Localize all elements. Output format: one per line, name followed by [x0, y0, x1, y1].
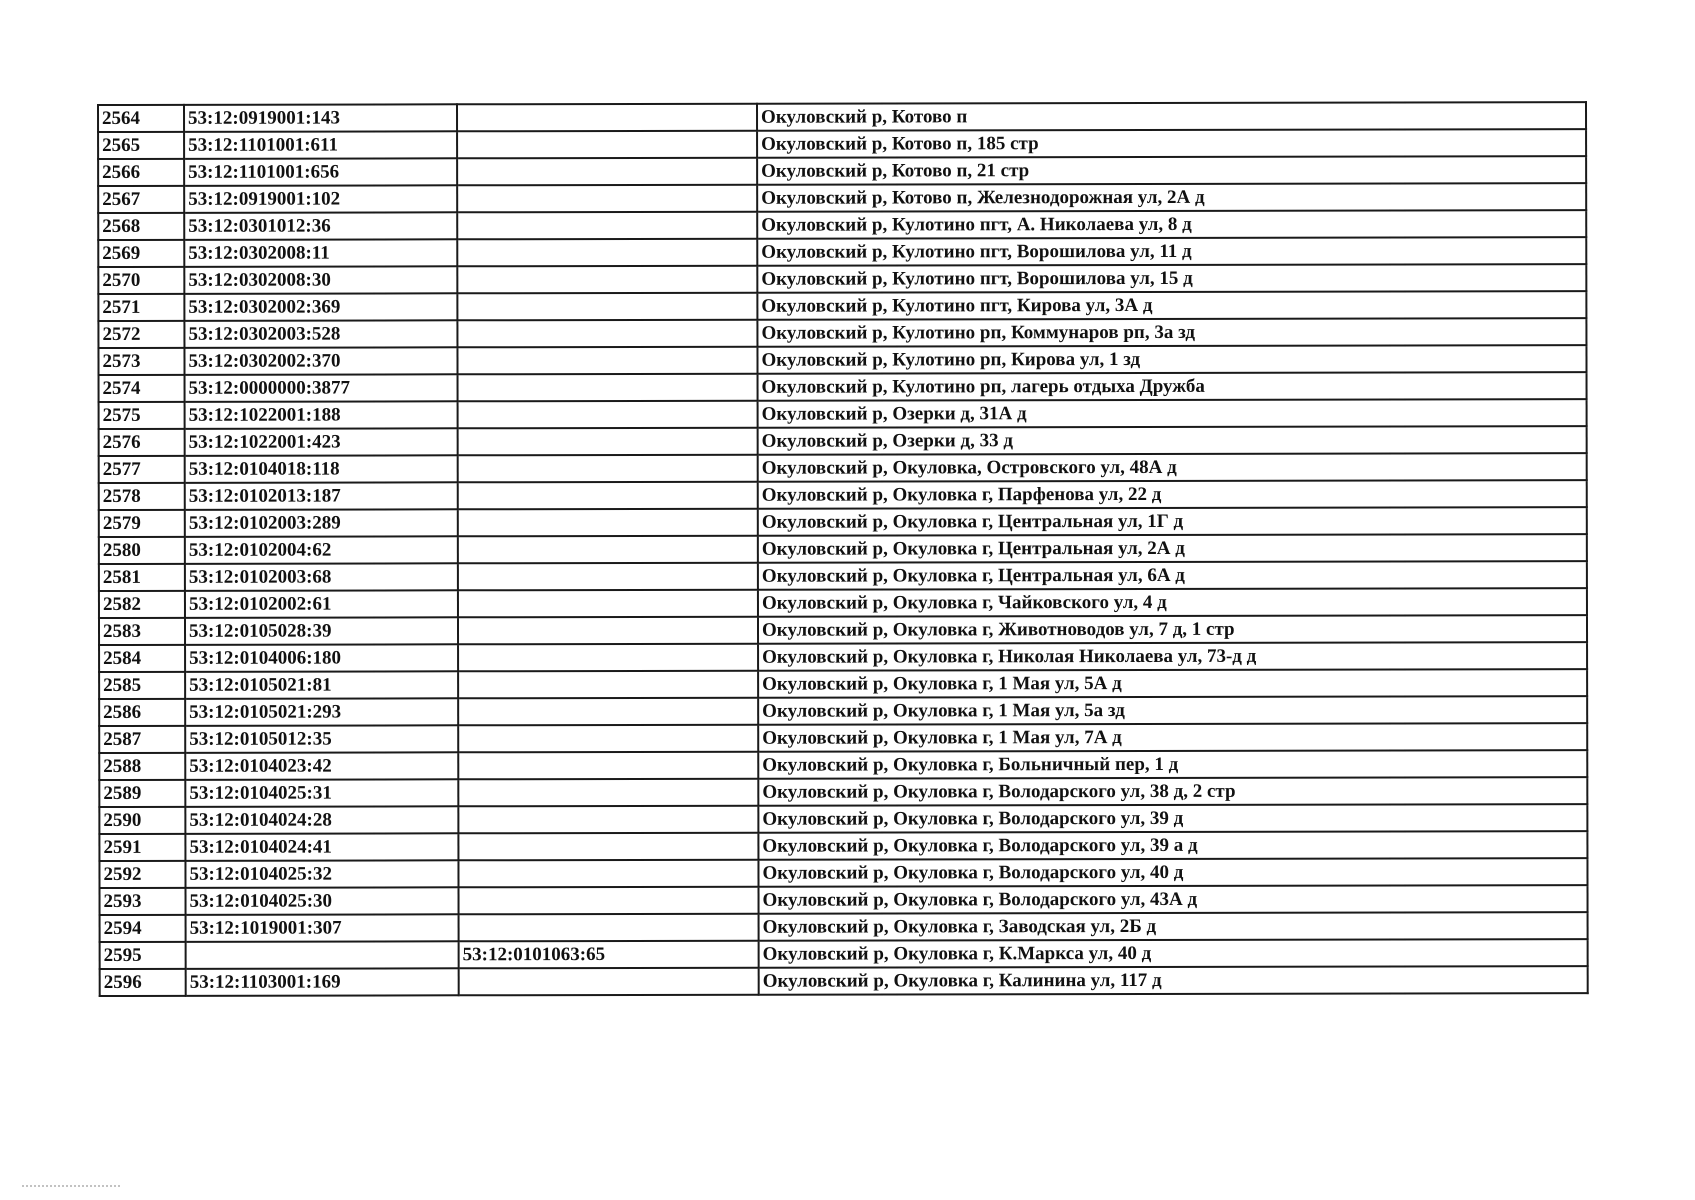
address-cell: Окуловский р, Озерки д, 33 д [758, 426, 1587, 455]
row-number-cell: 2584 [99, 645, 185, 672]
table-row [99, 507, 1587, 537]
cadastral-number-cell: 53:12:0102002:61 [185, 590, 458, 618]
address-cell: Окуловский р, Окуловка г, Николая Николаева ул, 73-д д [758, 642, 1587, 671]
row-number-cell: 2567 [98, 186, 184, 213]
table-row [99, 669, 1587, 699]
secondary-cadastral-number-cell [457, 347, 757, 375]
cadastral-number-cell: 53:12:0102004:62 [185, 536, 458, 564]
secondary-cadastral-number-cell [457, 212, 757, 240]
secondary-cadastral-number-cell [458, 536, 758, 564]
secondary-cadastral-number-cell [457, 320, 757, 348]
table-row [99, 858, 1587, 888]
address-cell: Окуловский р, Окуловка г, Чайковского ул, 4 д [758, 588, 1587, 617]
secondary-cadastral-number-cell [458, 374, 758, 402]
secondary-cadastral-number-cell: 53:12:0101063:65 [459, 941, 759, 969]
address-cell: Окуловский р, Окуловка г, Володарского ул, 43А д [759, 885, 1588, 914]
address-cell: Окуловский р, Окуловка г, Больничный пер, 1 д [758, 750, 1587, 779]
cadastral-number-cell: 53:12:0302008:30 [184, 266, 457, 294]
cadastral-number-cell: 53:12:0302002:369 [184, 293, 457, 321]
table-row [99, 561, 1587, 591]
secondary-cadastral-number-cell [459, 914, 759, 942]
row-number-cell: 2591 [99, 834, 185, 861]
row-number-cell: 2596 [100, 969, 186, 996]
row-number-cell: 2583 [99, 618, 185, 645]
row-number-cell: 2573 [98, 348, 184, 375]
table-row [99, 534, 1587, 564]
address-cell: Окуловский р, Кулотино рп, Коммунаров рп, 3а зд [757, 318, 1586, 347]
table-row [100, 885, 1588, 915]
cadastral-number-cell: 53:12:0105021:293 [185, 698, 458, 726]
row-number-cell: 2570 [98, 267, 184, 294]
row-number-cell: 2568 [98, 213, 184, 240]
cadastral-number-cell: 53:12:0102003:68 [185, 563, 458, 591]
secondary-cadastral-number-cell [458, 860, 758, 888]
secondary-cadastral-number-cell [458, 482, 758, 510]
address-cell: Окуловский р, Окуловка г, Животноводов ул, 7 д, 1 стр [758, 615, 1587, 644]
row-number-cell: 2575 [99, 402, 185, 429]
table-row [98, 156, 1586, 186]
secondary-cadastral-number-cell [459, 968, 759, 996]
address-cell: Окуловский р, Окуловка г, Володарского ул, 40 д [758, 858, 1587, 887]
table-row [98, 291, 1586, 321]
cadastral-number-cell: 53:12:1101001:656 [184, 158, 457, 186]
secondary-cadastral-number-cell [457, 104, 757, 132]
secondary-cadastral-number-cell [458, 563, 758, 591]
secondary-cadastral-number-cell [457, 131, 757, 159]
address-cell: Окуловский р, Кулотино пгт, Ворошилова ул, 15 д [757, 264, 1586, 293]
address-cell: Окуловский р, Кулотино рп, лагерь отдыха Дружба [758, 372, 1587, 401]
secondary-cadastral-number-cell [458, 455, 758, 483]
address-cell: Окуловский р, Окуловка г, Парфенова ул, 22 д [758, 480, 1587, 509]
cadastral-number-cell: 53:12:0919001:143 [184, 104, 457, 132]
address-cell: Окуловский р, Кулотино пгт, А. Николаева ул, 8 д [757, 210, 1586, 239]
cadastral-number-cell: 53:12:1022001:188 [185, 401, 458, 429]
cadastral-number-cell: 53:12:1022001:423 [185, 428, 458, 456]
secondary-cadastral-number-cell [458, 698, 758, 726]
table-row [100, 912, 1588, 942]
secondary-cadastral-number-cell [457, 266, 757, 294]
table-row [98, 237, 1586, 267]
address-cell: Окуловский р, Окуловка г, Центральная ул, 6А д [758, 561, 1587, 590]
address-cell: Окуловский р, Окуловка г, Центральная ул, 2А д [758, 534, 1587, 563]
table-row [99, 804, 1587, 834]
row-number-cell: 2572 [98, 321, 184, 348]
secondary-cadastral-number-cell [458, 509, 758, 537]
table-row [98, 102, 1586, 132]
row-number-cell: 2566 [98, 159, 184, 186]
table-row [100, 966, 1588, 996]
address-cell: Окуловский р, Окуловка г, 1 Мая ул, 5А д [758, 669, 1587, 698]
address-cell: Окуловский р, Окуловка г, Заводская ул, 2Б д [759, 912, 1588, 941]
address-cell: Окуловский р, Окуловка г, Калинина ул, 117 д [759, 966, 1588, 995]
secondary-cadastral-number-cell [458, 590, 758, 618]
address-cell: Окуловский р, Кулотино пгт, Ворошилова ул, 11 д [757, 237, 1586, 266]
row-number-cell: 2582 [99, 591, 185, 618]
cadastral-number-cell: 53:12:0104024:28 [185, 806, 458, 834]
row-number-cell: 2585 [99, 672, 185, 699]
table-row [99, 615, 1587, 645]
secondary-cadastral-number-cell [458, 644, 758, 672]
address-cell: Окуловский р, Кулотино рп, Кирова ул, 1 зд [757, 345, 1586, 374]
address-cell: Окуловский р, Котово п, 185 стр [757, 129, 1586, 158]
address-cell: Окуловский р, Котово п, Железнодорожная ул, 2А д [757, 183, 1586, 212]
address-cell: Окуловский р, Котово п [757, 102, 1586, 131]
address-cell: Окуловский р, Окуловка г, Центральная ул, 1Г д [758, 507, 1587, 536]
secondary-cadastral-number-cell [458, 806, 758, 834]
secondary-cadastral-number-cell [458, 752, 758, 780]
row-number-cell: 2587 [99, 726, 185, 753]
cadastral-number-cell: 53:12:0105012:35 [185, 725, 458, 753]
address-cell: Окуловский р, Окуловка г, Володарского ул, 39 а д [758, 831, 1587, 860]
table-row [99, 480, 1587, 510]
cadastral-number-cell: 53:12:1103001:169 [186, 968, 459, 996]
address-cell: Окуловский р, Окуловка, Островского ул, 48А д [758, 453, 1587, 482]
cadastral-number-cell: 53:12:0104025:32 [185, 860, 458, 888]
table-row [98, 129, 1586, 159]
table-row [99, 642, 1587, 672]
cadastral-number-cell: 53:12:0000000:3877 [185, 374, 458, 402]
secondary-cadastral-number-cell [458, 617, 758, 645]
cadastral-number-cell: 53:12:0105028:39 [185, 617, 458, 645]
secondary-cadastral-number-cell [457, 158, 757, 186]
cadastral-number-cell: 53:12:1101001:611 [184, 131, 457, 159]
secondary-cadastral-number-cell [458, 428, 758, 456]
table-row [99, 588, 1587, 618]
cadastral-number-cell: 53:12:1019001:307 [186, 914, 459, 942]
row-number-cell: 2581 [99, 564, 185, 591]
address-cell: Окуловский р, Озерки д, 31А д [758, 399, 1587, 428]
secondary-cadastral-number-cell [457, 185, 757, 213]
secondary-cadastral-number-cell [458, 401, 758, 429]
cadastral-number-cell: 53:12:0919001:102 [184, 185, 457, 213]
row-number-cell: 2576 [99, 429, 185, 456]
cadastral-number-cell: 53:12:0104025:30 [186, 887, 459, 915]
table-row [99, 777, 1587, 807]
row-number-cell: 2569 [98, 240, 184, 267]
row-number-cell: 2588 [99, 753, 185, 780]
address-cell: Окуловский р, Кулотино пгт, Кирова ул, 3А д [757, 291, 1586, 320]
table-row [98, 318, 1586, 348]
row-number-cell: 2571 [98, 294, 184, 321]
scan-artifact-mark [22, 1185, 122, 1187]
table-row [99, 426, 1587, 456]
table-row [99, 750, 1587, 780]
row-number-cell: 2595 [100, 942, 186, 969]
table-row [100, 939, 1588, 969]
table-row [99, 696, 1587, 726]
table-row [99, 723, 1587, 753]
row-number-cell: 2564 [98, 105, 184, 132]
address-cell: Окуловский р, Окуловка г, Володарского ул, 39 д [758, 804, 1587, 833]
table-row [98, 345, 1586, 375]
cadastral-number-cell: 53:12:0102013:187 [185, 482, 458, 510]
cadastral-number-cell: 53:12:0104025:31 [185, 779, 458, 807]
secondary-cadastral-number-cell [457, 293, 757, 321]
row-number-cell: 2593 [100, 888, 186, 915]
registry-table-body [98, 102, 1588, 996]
cadastral-number-cell: 53:12:0102003:289 [185, 509, 458, 537]
row-number-cell: 2574 [99, 375, 185, 402]
address-cell: Окуловский р, Окуловка г, К.Маркса ул, 40 д [759, 939, 1588, 968]
row-number-cell: 2577 [99, 456, 185, 483]
row-number-cell: 2578 [99, 483, 185, 510]
table-row [99, 399, 1587, 429]
table-row [98, 264, 1586, 294]
cadastral-number-cell: 53:12:0104024:41 [185, 833, 458, 861]
row-number-cell: 2580 [99, 537, 185, 564]
secondary-cadastral-number-cell [458, 725, 758, 753]
cadastral-number-cell: 53:12:0301012:36 [184, 212, 457, 240]
row-number-cell: 2565 [98, 132, 184, 159]
cadastral-number-cell: 53:12:0302002:370 [184, 347, 457, 375]
row-number-cell: 2590 [99, 807, 185, 834]
row-number-cell: 2579 [99, 510, 185, 537]
row-number-cell: 2586 [99, 699, 185, 726]
table-row [99, 372, 1587, 402]
row-number-cell: 2594 [100, 915, 186, 942]
table-row [98, 210, 1586, 240]
secondary-cadastral-number-cell [457, 239, 757, 267]
address-cell: Окуловский р, Окуловка г, 1 Мая ул, 5а зд [758, 696, 1587, 725]
table-row [99, 453, 1587, 483]
cadastral-number-cell: 53:12:0302003:528 [184, 320, 457, 348]
secondary-cadastral-number-cell [458, 671, 758, 699]
address-cell: Окуловский р, Окуловка г, Володарского ул, 38 д, 2 стр [758, 777, 1587, 806]
address-cell: Окуловский р, Котово п, 21 стр [757, 156, 1586, 185]
secondary-cadastral-number-cell [459, 887, 759, 915]
address-cell: Окуловский р, Окуловка г, 1 Мая ул, 7А д [758, 723, 1587, 752]
cadastral-number-cell: 53:12:0105021:81 [185, 671, 458, 699]
property-registry-table [97, 101, 1589, 997]
table-row [99, 831, 1587, 861]
row-number-cell: 2589 [99, 780, 185, 807]
cadastral-number-cell: 53:12:0104018:118 [185, 455, 458, 483]
secondary-cadastral-number-cell [458, 779, 758, 807]
cadastral-number-cell: 53:12:0104023:42 [185, 752, 458, 780]
table-row [98, 183, 1586, 213]
secondary-cadastral-number-cell [458, 833, 758, 861]
cadastral-number-cell: 53:12:0104006:180 [185, 644, 458, 672]
cadastral-number-cell: 53:12:0302008:11 [184, 239, 457, 267]
cadastral-number-cell [186, 941, 459, 969]
row-number-cell: 2592 [99, 861, 185, 888]
